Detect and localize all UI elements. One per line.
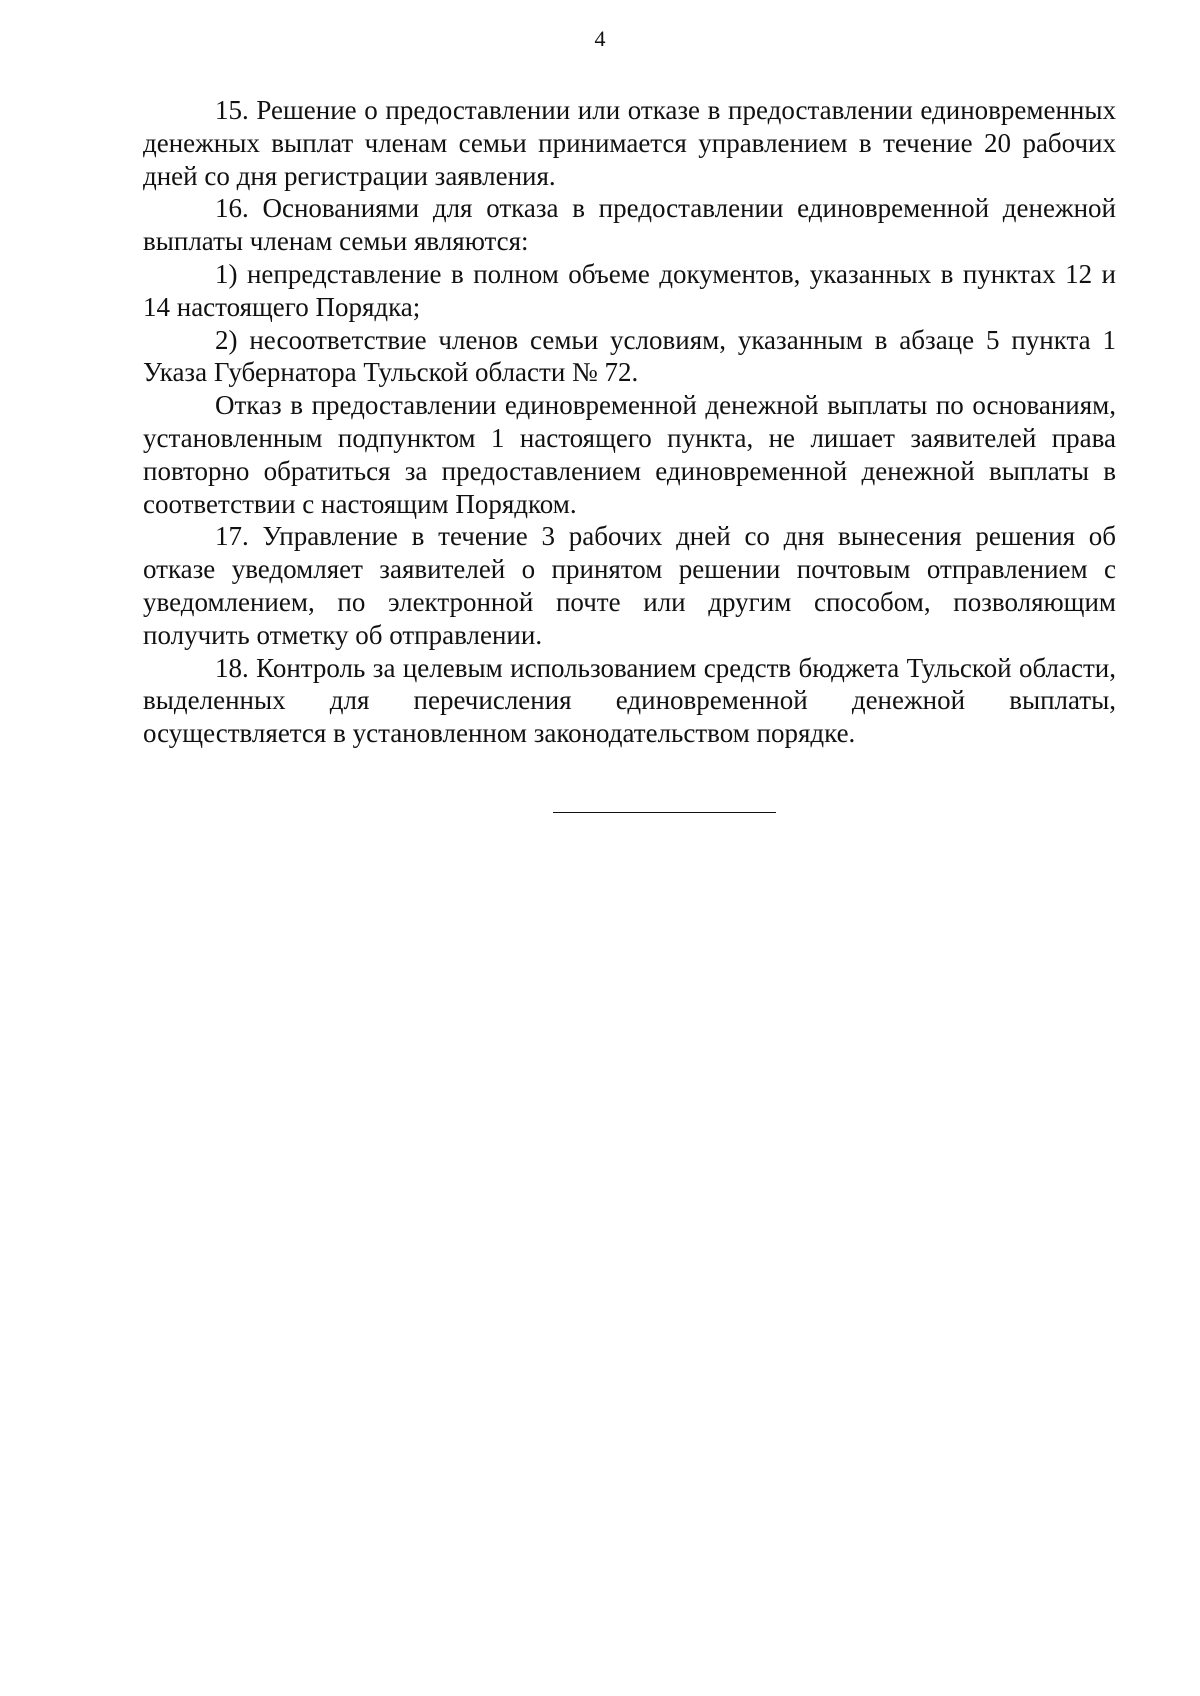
paragraph-16: 16. Основаниями для отказа в предоставлении единовременной денежной выплаты членам семьи являются: — [143, 193, 1116, 257]
paragraph-16-item-2: 2) несоответствие членов семьи условиям, указанным в абзаце 5 пункта 1 Указа Губернатора Тульской области № 72. — [143, 324, 1116, 388]
paragraph-17: 17. Управление в течение 3 рабочих дней со дня вынесения решения об отказе уведомляет заявителей о принятом решении почтовым отправлением с уведомлением, по электронной почте или другим способом, позволяющим получить отметку об отправлении. — [143, 521, 1116, 650]
end-of-document-divider — [553, 812, 776, 813]
paragraph-15: 15. Решение о предоставлении или отказе в предоставлении единовременных денежных выплат членам семьи принимается управлением в течение 20 рабочих дней со дня регистрации заявления. — [143, 95, 1116, 191]
page-number: 4 — [594, 26, 606, 51]
paragraph-16-item-1: 1) непредставление в полном объеме документов, указанных в пунктах 12 и 14 настоящего Порядка; — [143, 258, 1116, 322]
paragraph-18: 18. Контроль за целевым использованием средств бюджета Тульской области, выделенных для перечисления единовременной денежной выплаты, осуществляется в установленном законодательством порядке. — [143, 652, 1116, 749]
paragraph-16-refusal-note: Отказ в предоставлении единовременной денежной выплаты по основаниям, установленным подпунктом 1 настоящего пункта, не лишает заявителей права повторно обратиться за предоставлением единовременной денежной выплаты в соответствии с настоящим Порядком. — [143, 390, 1116, 519]
document-body — [143, 94, 1116, 750]
